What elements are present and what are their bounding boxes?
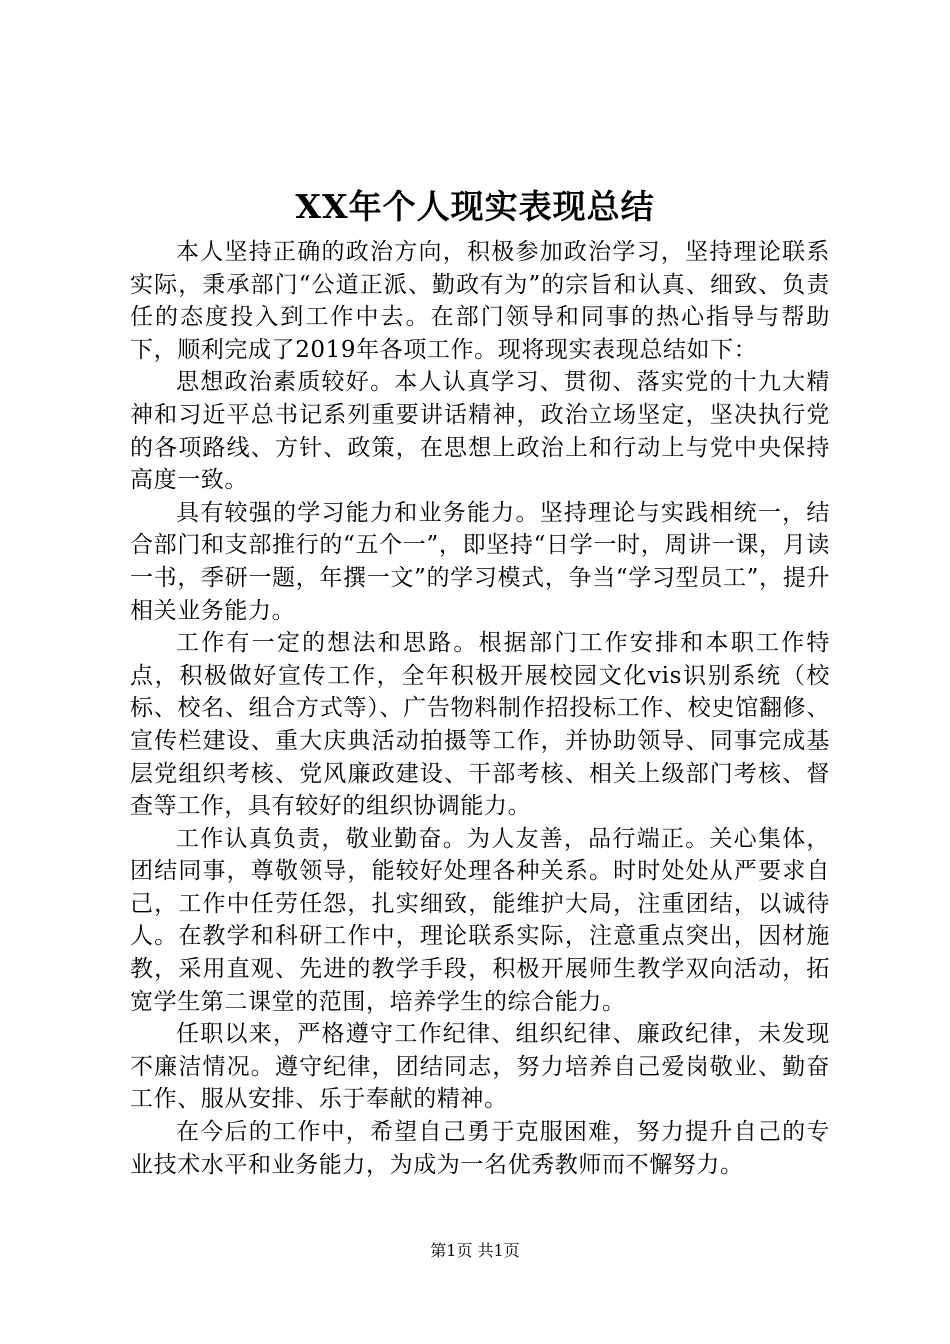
paragraph-work-ideas: 工作有一定的想法和思路。根据部门工作安排和本职工作特点，积极做好宣传工作，全年积极开展校园文化vis识别系统（校标、校名、组合方式等）、广告物料制作招投标工作、校史馆翻修、宣传栏建设、重大庆典活动拍摄等工作，并协助领导、同事完成基层党组织考核、党风廉政建设、干部考核、相关上级部门考核、督查等工作，具有较好的组织协调能力。	[130, 630, 830, 820]
paragraph-learning-ability: 具有较强的学习能力和业务能力。坚持理论与实践相统一，结合部门和支部推行的“五个一”，即坚持“日学一时，周讲一课，月读一书，季研一题，年撰一文”的学习模式，争当“学习型员工”，提升相关业务能力。	[130, 499, 830, 624]
page-number-footer: 第1页 共1页	[430, 1241, 520, 1260]
paragraph-outlook: 在今后的工作中，希望自己勇于克服困难，努力提升自己的专业技术水平和业务能力，为成为一名优秀教师而不懈努力。	[130, 1119, 830, 1178]
document-title: XX年个人现实表现总结	[295, 187, 655, 226]
document-body	[130, 236, 830, 1181]
paragraph-intro: 本人坚持正确的政治方向，积极参加政治学习，坚持理论联系实际，秉承部门“公道正派、勤政有为”的宗旨和认真、细致、负责任的态度投入到工作中去。在部门领导和同事的热心指导与帮助下，顺利完成了2019年各项工作。现将现实表现总结如下：	[130, 239, 830, 363]
paragraph-discipline: 任职以来，严格遵守工作纪律、组织纪律、廉政纪律，未发现不廉洁情况。遵守纪律，团结同志，努力培养自己爱岗敬业、勤奋工作、服从安排、乐于奉献的精神。	[130, 1021, 830, 1113]
paragraph-political-quality: 思想政治素质较好。本人认真学习、贯彻、落实党的十九大精神和习近平总书记系列重要讲话精神，政治立场坚定，坚决执行党的各项路线、方针、政策，在思想上政治上和行动上与党中央保持高度一致。	[130, 369, 830, 494]
paragraph-work-attitude: 工作认真负责，敬业勤奋。为人友善，品行端正。关心集体，团结同事，尊敬领导，能较好处理各种关系。时时处处从严要求自己，工作中任劳任怨，扎实细致，能维护大局，注重团结，以诚待人。在教学和科研工作中，理论联系实际，注意重点突出，因材施教，采用直观、先进的教学手段，积极开展师生教学双向活动，拓宽学生第二课堂的范围，培养学生的综合能力。	[130, 825, 830, 1015]
